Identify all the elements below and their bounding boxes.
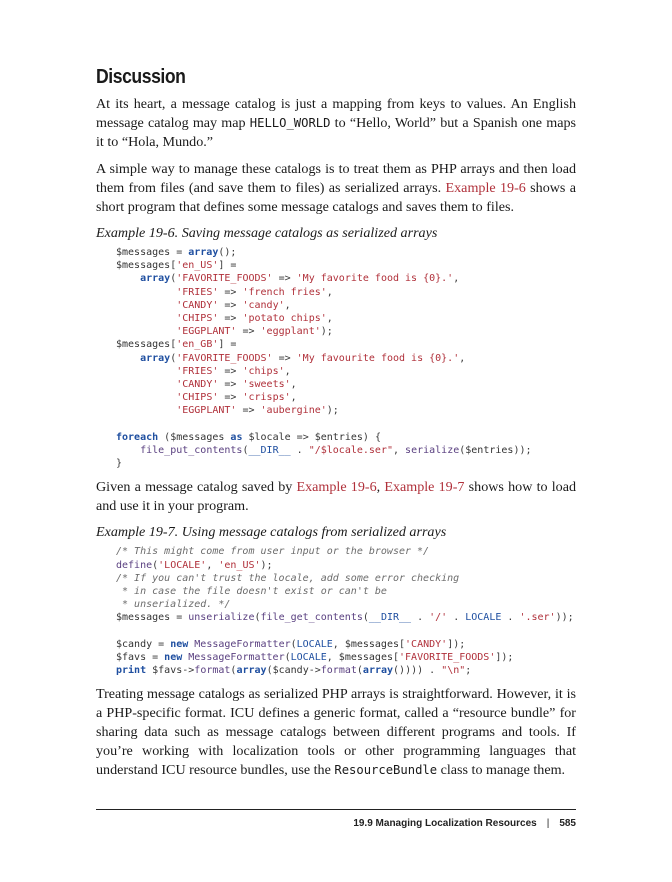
- code-token: ,: [326, 313, 333, 325]
- code-line: [116, 652, 513, 663]
- code-token: ,: [459, 352, 466, 364]
- code-token: array: [362, 665, 394, 677]
- code-token: array: [236, 665, 267, 677]
- code-token: array: [140, 352, 171, 364]
- code-token: (: [152, 559, 159, 571]
- code-line: [116, 586, 387, 597]
- code-token: 'CANDY': [405, 638, 448, 650]
- code-token: =>: [218, 379, 243, 391]
- paragraph-resource-bundle: [96, 685, 576, 780]
- text: shows a short program that defines some message catalogs and saves them to files.: [96, 180, 577, 215]
- code-token: );: [260, 559, 273, 571]
- code-line: [116, 432, 381, 443]
- section-heading: Discussion: [96, 66, 186, 88]
- code-token: (: [290, 638, 297, 650]
- code-token: 'My favourite food is {0}.': [296, 352, 460, 364]
- code-token: ,: [290, 392, 297, 404]
- code-token: [: [170, 339, 177, 351]
- code-token: file_get_contents: [260, 612, 363, 624]
- code-token: (: [459, 445, 466, 457]
- code-token: $favs: [116, 652, 147, 664]
- code-token: "\n": [441, 665, 466, 677]
- code-token: ,: [284, 365, 291, 377]
- code-token: ]);: [447, 638, 466, 650]
- paragraph-given: [96, 478, 576, 516]
- code-line: [116, 560, 273, 571]
- paragraph-intro: [96, 95, 576, 152]
- code-token: "/$locale.ser": [308, 445, 393, 457]
- code-token: new: [164, 652, 183, 664]
- example-19-6-code: [116, 246, 576, 470]
- code-token: 'crisps': [242, 392, 291, 404]
- code-token: 'en_US': [176, 260, 219, 272]
- footer-running-head: [353, 818, 576, 829]
- code-token: =>: [218, 286, 243, 298]
- code-token: 'en_US': [218, 559, 261, 571]
- code-line: [116, 458, 122, 469]
- text: A simple way to manage these catalogs is to treat them as PHP arrays and then load them from files (and save them to files) as serialized arrays.: [96, 161, 576, 196]
- code-line: [116, 665, 471, 676]
- code-token: print: [116, 665, 147, 677]
- code-line: [116, 326, 333, 337]
- code-token: (: [266, 665, 273, 677]
- code-line: [116, 300, 291, 311]
- code-token: 'CHIPS': [176, 392, 219, 404]
- code-token: ;: [465, 665, 472, 677]
- code-token: =: [170, 247, 189, 258]
- code-token: (: [230, 665, 237, 677]
- code-token: 'potato chips': [242, 313, 327, 325]
- code-line: [116, 366, 291, 377]
- code-token: .: [501, 612, 520, 624]
- code-line: [116, 573, 459, 584]
- code-token: [116, 379, 176, 390]
- code-token: $favs: [152, 665, 183, 677]
- code-token: [: [170, 260, 177, 272]
- page-footer: [96, 809, 576, 829]
- code-token: );: [326, 405, 339, 417]
- code-token: array: [140, 273, 171, 285]
- code-token: $entries: [465, 445, 514, 457]
- code-token: =>: [236, 405, 261, 417]
- code-token: $messages: [338, 652, 393, 664]
- code-token: (: [170, 352, 177, 364]
- code-token: 'aubergine': [260, 405, 327, 417]
- example-19-7-code: [116, 545, 576, 677]
- inline-code: HELLO_WORLD: [249, 116, 331, 130]
- code-token: (: [284, 652, 291, 664]
- code-token: __DIR__: [368, 612, 412, 624]
- paragraph-serialized: [96, 160, 576, 217]
- code-token: 'CANDY': [176, 299, 219, 311]
- code-token: $locale: [248, 431, 291, 443]
- code-token: 'chips': [242, 365, 285, 377]
- code-token: ) {: [362, 431, 381, 443]
- text: shows how to load and use it in your program.: [96, 479, 576, 515]
- text: ,: [376, 479, 385, 496]
- example-19-6-caption: Example 19-6. Saving message catalogs as serialized arrays: [96, 225, 438, 241]
- code-token: /* If you can't trust the locale, add some error checking: [116, 572, 460, 584]
- code-token: 'candy': [242, 299, 285, 311]
- code-token: $messages: [344, 638, 399, 650]
- code-line: [116, 599, 230, 610]
- inline-code: ResourceBundle: [334, 763, 438, 778]
- code-token: 'FRIES': [176, 286, 219, 298]
- code-token: =>: [218, 365, 243, 377]
- code-token: 'EGGPLANT': [176, 326, 237, 338]
- code-token: [116, 366, 176, 377]
- code-token: foreach: [116, 431, 159, 443]
- example-19-7-caption: Example 19-7. Using message catalogs from serialized arrays: [96, 524, 447, 541]
- code-token: MessageFormatter: [194, 638, 291, 650]
- code-token: format: [194, 665, 231, 677]
- code-token: 'eggplant': [260, 326, 321, 338]
- code-token: ->: [182, 665, 195, 677]
- code-token: 'CANDY': [176, 379, 219, 391]
- code-token: (: [170, 273, 177, 285]
- code-token: ] =: [218, 260, 237, 272]
- code-line: [116, 392, 297, 403]
- example-19-6-link[interactable]: Example 19-6: [296, 479, 377, 496]
- code-token: * unserialized. */: [116, 599, 231, 611]
- code-token: $candy: [116, 638, 153, 650]
- code-line: [116, 353, 465, 364]
- code-token: LOCALE: [290, 652, 327, 664]
- code-token: new: [170, 638, 189, 650]
- code-token: 'french fries': [242, 286, 327, 298]
- code-line: [116, 639, 465, 650]
- text: to “Hello, World” but a Spanish one maps it to “Hola, Mundo.”: [96, 115, 576, 150]
- code-token: [116, 273, 140, 284]
- code-token: =>: [218, 299, 243, 311]
- example-19-6-link[interactable]: Example 19-6: [445, 180, 526, 196]
- code-token: 'FAVORITE_FOODS': [176, 352, 273, 364]
- code-token: 'LOCALE': [158, 559, 207, 571]
- code-token: MessageFormatter: [188, 652, 285, 664]
- code-token: ,: [284, 299, 291, 311]
- code-token: );: [320, 326, 333, 338]
- code-line: [116, 339, 236, 350]
- code-token: LOCALE: [296, 638, 333, 650]
- code-line: [116, 612, 574, 623]
- code-token: $messages: [170, 431, 225, 443]
- code-token: LOCALE: [465, 612, 502, 624]
- code-line: [116, 287, 333, 298]
- code-token: [116, 353, 140, 364]
- code-token: ,: [290, 379, 297, 391]
- code-line: [116, 273, 459, 284]
- code-token: format: [320, 665, 357, 677]
- code-token: ));: [513, 445, 532, 457]
- code-token: ,: [326, 652, 339, 664]
- code-token: =>: [272, 352, 297, 364]
- code-token: [116, 313, 176, 324]
- code-token: [116, 445, 140, 456]
- code-line: [116, 445, 532, 456]
- code-token: =>: [290, 431, 315, 443]
- page-content: [96, 66, 576, 788]
- code-token: $entries: [314, 431, 363, 443]
- code-token: [: [399, 638, 406, 650]
- code-token: '.ser': [519, 612, 556, 624]
- code-token: =>: [218, 392, 243, 404]
- code-line: [116, 379, 297, 390]
- text: At its heart, a message catalog is just a mapping from keys to values. An English message catalog may map: [96, 96, 576, 131]
- code-token: [116, 326, 176, 337]
- footer-separator: |: [546, 818, 550, 829]
- code-token: $messages: [116, 260, 171, 272]
- code-line: [116, 546, 429, 557]
- code-token: 'EGGPLANT': [176, 405, 237, 417]
- text: Treating message catalogs as serialized PHP arrays is straightforward. However, it is a PHP-specific format. ICU defines a generic format, called a “resource bundle” for sharing data such as message catalogs between different programs and tools. If you’re working with localization tools or other programming languages that understand ICU resource bundles, use the: [96, 686, 576, 779]
- code-token: define: [116, 559, 153, 571]
- code-token: as: [230, 431, 243, 443]
- code-token: 'FAVORITE_FOODS': [176, 273, 273, 285]
- code-token: unserialize: [188, 612, 255, 624]
- code-token: $messages: [116, 247, 171, 258]
- code-token: 'FAVORITE_FOODS': [399, 652, 496, 664]
- code-token: serialize: [405, 445, 460, 457]
- footer-section-title: 19.9 Managing Localization Resources: [353, 818, 537, 829]
- code-token: =>: [272, 273, 297, 285]
- code-token: (: [362, 612, 369, 624]
- code-token: $messages: [116, 612, 171, 624]
- code-token: 'My favorite food is {0}.': [296, 273, 454, 285]
- code-token: array: [188, 247, 219, 258]
- code-token: (: [158, 431, 171, 443]
- code-token: }: [116, 458, 123, 470]
- code-line: [116, 247, 236, 258]
- code-line: [116, 313, 333, 324]
- code-token: =: [170, 612, 189, 624]
- code-token: ]);: [495, 652, 514, 664]
- code-token: [116, 392, 176, 403]
- code-token: (: [356, 665, 363, 677]
- code-token: (: [254, 612, 261, 624]
- code-token: .: [447, 612, 466, 624]
- text: Given a message catalog saved by: [96, 479, 297, 496]
- code-token: ,: [453, 273, 460, 285]
- code-token: file_put_contents: [140, 445, 243, 457]
- code-token: ] =: [218, 339, 237, 351]
- code-token: =: [146, 652, 165, 664]
- code-token: .: [290, 445, 309, 457]
- code-token: 'en_GB': [176, 339, 219, 351]
- code-line: [116, 405, 339, 416]
- code-token: 'sweets': [242, 379, 291, 391]
- code-token: [116, 405, 176, 416]
- code-token: =: [152, 638, 171, 650]
- code-token: $candy: [272, 665, 309, 677]
- code-token: * in case the file doesn't exist or can't be: [116, 586, 387, 598]
- code-token: ));: [555, 612, 574, 624]
- page-number: 585: [559, 818, 576, 829]
- code-token: ->: [308, 665, 321, 677]
- code-token: 'CHIPS': [176, 313, 219, 325]
- code-token: ,: [332, 638, 345, 650]
- code-token: [116, 300, 176, 311]
- code-token: (: [242, 445, 249, 457]
- code-token: ();: [218, 247, 237, 258]
- code-token: =>: [236, 326, 261, 338]
- code-token: ()))) .: [393, 665, 442, 677]
- code-token: /* This might come from user input or the browser */: [116, 546, 430, 558]
- code-token: ,: [393, 445, 406, 457]
- code-token: [116, 287, 176, 298]
- code-line: [116, 260, 236, 271]
- text: class to manage them.: [437, 762, 566, 779]
- code-token: __DIR__: [248, 445, 291, 457]
- example-19-7-link[interactable]: Example 19-7: [384, 479, 465, 496]
- code-token: .: [411, 612, 430, 624]
- code-token: $messages: [116, 339, 171, 351]
- code-token: =>: [218, 313, 243, 325]
- code-token: ,: [326, 286, 333, 298]
- code-token: [: [392, 652, 400, 664]
- code-token: '/': [429, 612, 448, 624]
- code-token: 'FRIES': [176, 365, 219, 377]
- code-token: ,: [206, 559, 219, 571]
